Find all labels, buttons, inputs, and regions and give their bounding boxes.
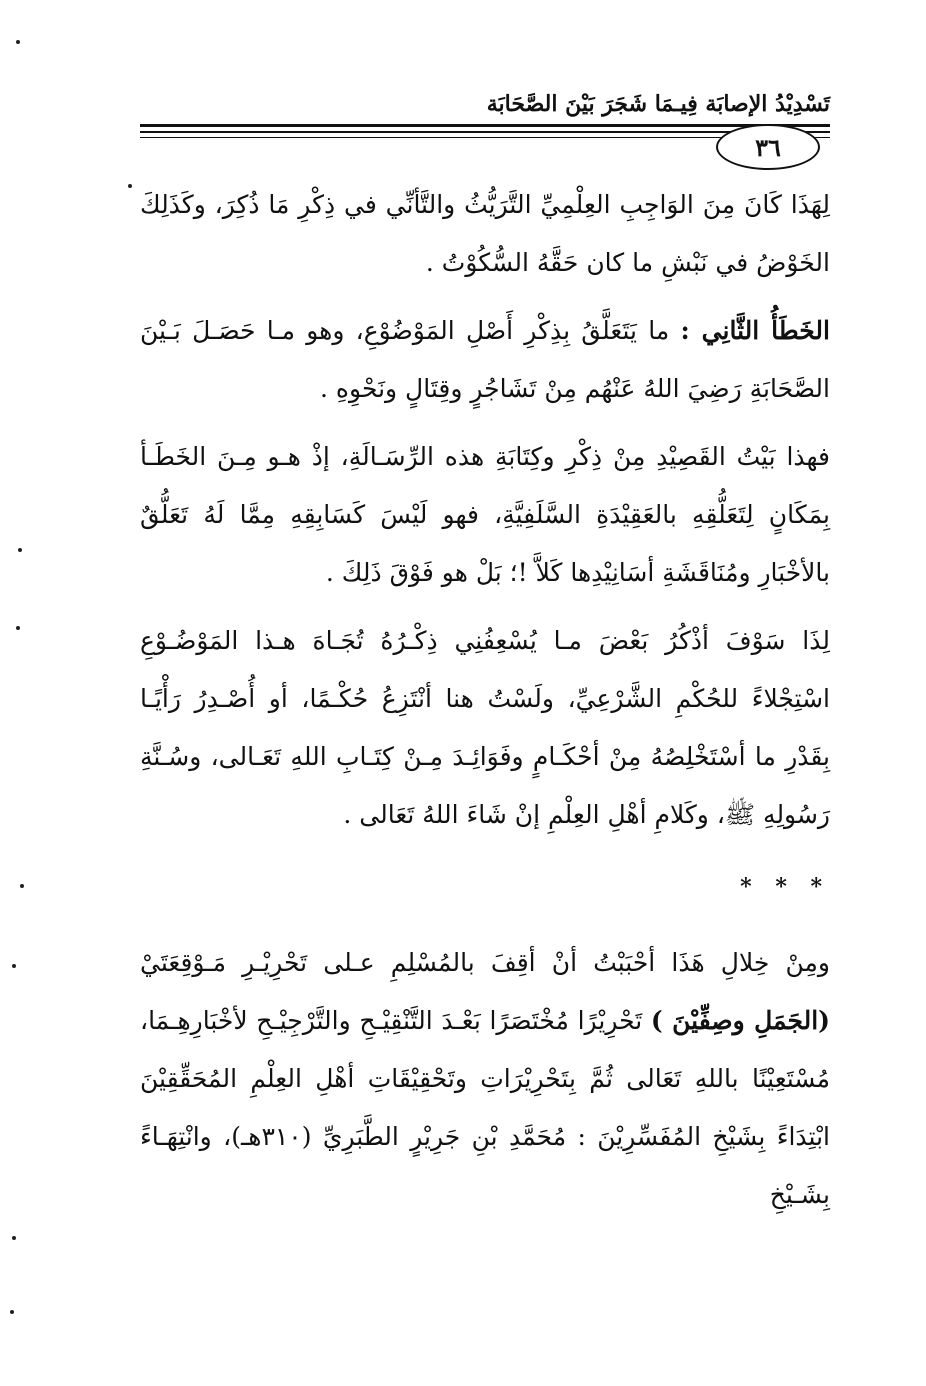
margin-dot <box>16 626 20 630</box>
paragraph-1-text: لِهَذَا كَانَ مِنَ الوَاجِبِ العِلْمِيِّ التَّرَيُّثُ والتَّأنِّي في ذِكْرِ مَا ذُكِرَ، وكَذَلِكَ الخَوْضُ في نَبْشِ ما كان حَقَّهُ السُّكُوْتُ . <box>140 190 830 277</box>
section-separator: * * * <box>740 874 830 900</box>
paragraph-5-text: ومِنْ خِلالِ هَذَا أحْبَبْتُ أنْ أقِفَ بالمُسْلِمِ عـلى تَحْرِيْـرِ مَـوْقِعَتَيْ <box>140 948 830 977</box>
paragraph-4-text: لِذَا سَوْفَ أذْكُرُ بَعْضَ مـا يُسْعِفُنِي ذِكْـرُهُ تُجَـاهَ هـذا المَوْضُـوْعِ اسْتِجْلاءً للحُكْمِ الشَّرْعِيِّ، ولَسْتُ هنا أنْتَزِعُ حُكْـمًا، أو أُصْـدِرُ رَأْيًـا بِقَدْرِ ما أسْتَخْلِصُهُ مِنْ أحْكَـامٍ وفَوَائِـدَ مِـنْ كِتَـابِ اللهِ تَعَـالى، وسُـنَّةِ رَسُولِهِ ﷺ، وكَلامِ أهْلِ العِلْمِ إنْ شَاءَ اللهُ تَعَالى . <box>140 626 830 829</box>
paragraph-5 <box>140 934 830 1224</box>
paragraph-3-text: فهذا بَيْتُ القَصِيْدِ مِنْ ذِكْرِ وكِتَابَةِ هذه الرِّسَـالَةِ، إذْ هـو مِـنَ الخَطَـأ بِمَكَانٍ لِتَعَلُّقِهِ بالعَقِيْدَةِ السَّلَفِيَّةِ، فهو لَيْسَ كَسَابِقِهِ مِمَّا لَهُ تَعَلُّقٌ بالأخْبَارِ ومُنَاقَشَةِ أسَانِيْدِها كَلاَّ !؛ بَلْ هو فَوْقَ ذَلِكَ . <box>140 442 830 587</box>
paragraph-5-continuation: تَحْرِيْرًا مُخْتَصَرًا بَعْـدَ التَّنْقِيْـحِ والتَّرْجِيْـحِ لأخْبَارِهِـمَا، مُسْتَعِيْنًا باللهِ تَعَالى ثُمَّ بِتَحْرِيْرَاتِ وتَحْقِيْقَاتِ أهْلِ العِلْمِ المُحَقِّقِيْنَ ابْتِدَاءً بِشَيْخِ المُفَسِّرِيْنَ : مُحَمَّدِ بْنِ جَرِيْرٍ الطَّبَرِيِّ (٣١٠هـ)، وانْتِهَـاءً بِشَـيْخِ <box>140 1006 830 1209</box>
margin-dot <box>20 884 24 888</box>
margin-dot <box>10 1310 14 1314</box>
header-rule-thick <box>140 124 830 127</box>
body-text <box>140 176 830 1224</box>
paragraph-3 <box>140 428 830 602</box>
page-number <box>716 124 820 170</box>
running-header-title: تَسْدِيْدُ الإصابَة فِيـمَا شَجَرَ بَيْنَ الصَّحَابَة <box>486 91 830 117</box>
margin-dot <box>12 1236 16 1240</box>
paragraph-2-lead: الخَطَأُ الثَّانِي : <box>680 316 830 345</box>
margin-dot <box>128 184 132 188</box>
paragraph-1 <box>140 176 830 292</box>
paragraph-4 <box>140 612 830 844</box>
margin-dot <box>18 548 22 552</box>
margin-dot <box>12 964 16 968</box>
paragraph-2 <box>140 302 830 418</box>
margin-dot <box>16 40 20 44</box>
paragraph-2-text: ما يَتَعَلَّقُ بِذِكْرِ أَصْلِ المَوْضُوْعِ، وهو مـا حَصَـلَ بَـيْنَ الصَّحَابَةِ رَضِيَ اللهُ عَنْهُم مِنْ تَشَاجُرٍ وقِتَالٍ ونَحْوِهِ . <box>140 316 830 403</box>
page-number-text: ٣٦ <box>755 132 781 162</box>
paragraph-5-bold-term: (الجَمَلِ وصِفِّيْنَ ) <box>650 1006 830 1035</box>
